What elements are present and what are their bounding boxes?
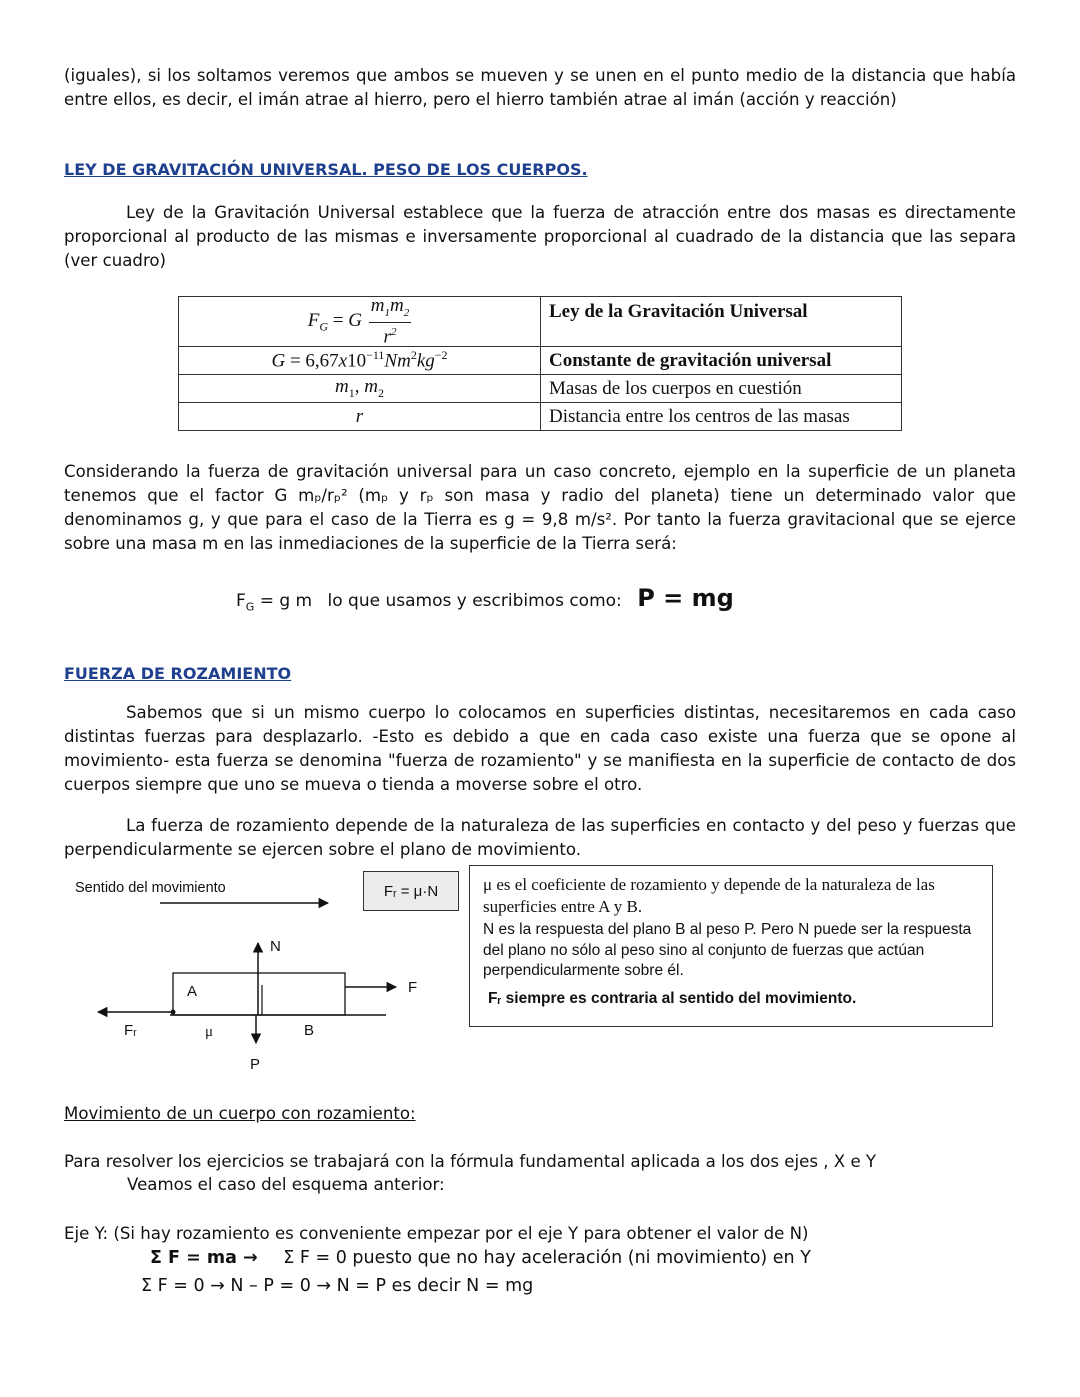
desc-cell: Distancia entre los centros de las masas [541,403,902,431]
friction-paragraph-2-text: La fuerza de rozamiento depende de la naturaleza de las superficies en contacto y del peso y fuerzas que perpendicularmente se ejercen sobre el plano de movimiento. [64,816,1016,859]
equation-1a: Σ F = ma → [150,1248,258,1268]
section-heading-friction: FUERZA DE ROZAMIENTO [64,664,292,683]
desc-cell: Ley de la Gravitación Universal [541,297,902,347]
fg-rhs: = g m [254,591,313,611]
equation-2: Σ F = 0 → N – P = 0 → N = P es decir N = mg [141,1276,534,1296]
desc-cell: Constante de gravitación universal [541,347,902,375]
contact-point [171,1010,176,1015]
info-line-mu: μ es el coeficiente de rozamiento y depende de la naturaleza de las superficies entre A y B. [483,875,935,916]
section-heading-gravitation: LEY DE GRAVITACIÓN UNIVERSAL. PESO DE LOS CUERPOS. [64,160,588,179]
label-mu: μ [205,1024,214,1040]
friction-formula: Fᵣ = μ·N [383,882,439,900]
motion-friction-heading: Movimiento de un cuerpo con rozamiento: [64,1104,416,1123]
formula-cell-fg: $F_G = G$ $\frac{m_1m_2}{r^2}$ [179,297,541,347]
weight-formula-middle: lo que usamos y escribimos como: [327,591,622,611]
label-fr: Fᵣ [124,1022,137,1039]
info-line-fr: Fᵣ siempre es contraria al sentido del movimiento. [488,990,857,1007]
label-b: B [304,1022,315,1039]
method-line: Para resolver los ejercicios se trabajará con la fórmula fundamental aplicada a los dos ejes , X e Y [64,1152,877,1171]
intro-paragraph: (iguales), si los soltamos veremos que ambos se mueven y se unen en el punto medio de la distancia que había entre ellos, es decir, el imán atrae al hierro, pero el hierro también atrae al imán (acción y reacción) [64,66,1016,109]
label-n: N [270,938,281,955]
label-a: A [187,983,198,1000]
weight-formula-result: P = mg [637,584,734,612]
gravitation-paragraph-text: Ley de la Gravitación Universal establece que la fuerza de atracción entre dos masas es directamente proporcional al producto de las mismas e inversamente proporcional al cuadrado de la distancia que las separa (ver cuadro) [64,203,1016,270]
friction-paragraph-1-text: Sabemos que si un mismo cuerpo lo colocamos en superficies distintas, necesitaremos en cada caso distintas fuerzas para desplazarlo. -Esto es debido a que en cada caso existe una fuerza que se opone al movimiento- esta fuerza se denomina "fuerza de rozamiento" y se manifiesta en la superficie de contacto de dos cuerpos siempre que uno se mueva o tienda a moverse sobre el otro. [64,703,1016,794]
equation-1b: Σ F = 0 puesto que no hay aceleración (ni movimiento) en Y [283,1248,811,1268]
fg-subscript: G [245,600,255,614]
formula-cell-r: r [179,403,541,431]
motion-direction-label: Sentido del movimiento [75,880,226,896]
fg-symbol: F [236,591,246,611]
axis-y-line: Eje Y: (Si hay rozamiento es conveniente empezar por el eje Y para obtener el valor de N) [64,1224,809,1243]
friction-info-box [469,865,993,1027]
info-line-normal: N es la respuesta del plano B al peso P. Pero N puede ser la respuesta del plano no sólo al peso sino al conjunto de fuerzas que actúan perpendicularmente sobre él. [483,921,972,979]
label-p: P [250,1056,261,1073]
formula-cell-g: $G = 6,67x10^{-11}Nm^2kg^{-2}$ [179,347,541,375]
label-f: F [408,979,418,996]
example-line: Veamos el caso del esquema anterior: [127,1175,445,1194]
equation-1 [150,1248,811,1268]
planet-paragraph: Considerando la fuerza de gravitación universal para un caso concreto, ejemplo en la superficie de un planeta tenemos que el factor G mₚ/rₚ² (mₚ y rₚ son masa y radio del planeta) tiene un determinado valor que denominamos g, y que para el caso de la Tierra es g = 9,8 m/s². Por tanto la fuerza gravitacional que se ejerce sobre una masa m en las inmediaciones de la superficie de la Tierra será: [64,462,1016,553]
formula-cell-masses: $m_1$, $m_2$ [179,375,541,403]
desc-cell: Masas de los cuerpos en cuestión [541,375,902,403]
block-a [173,973,345,1015]
